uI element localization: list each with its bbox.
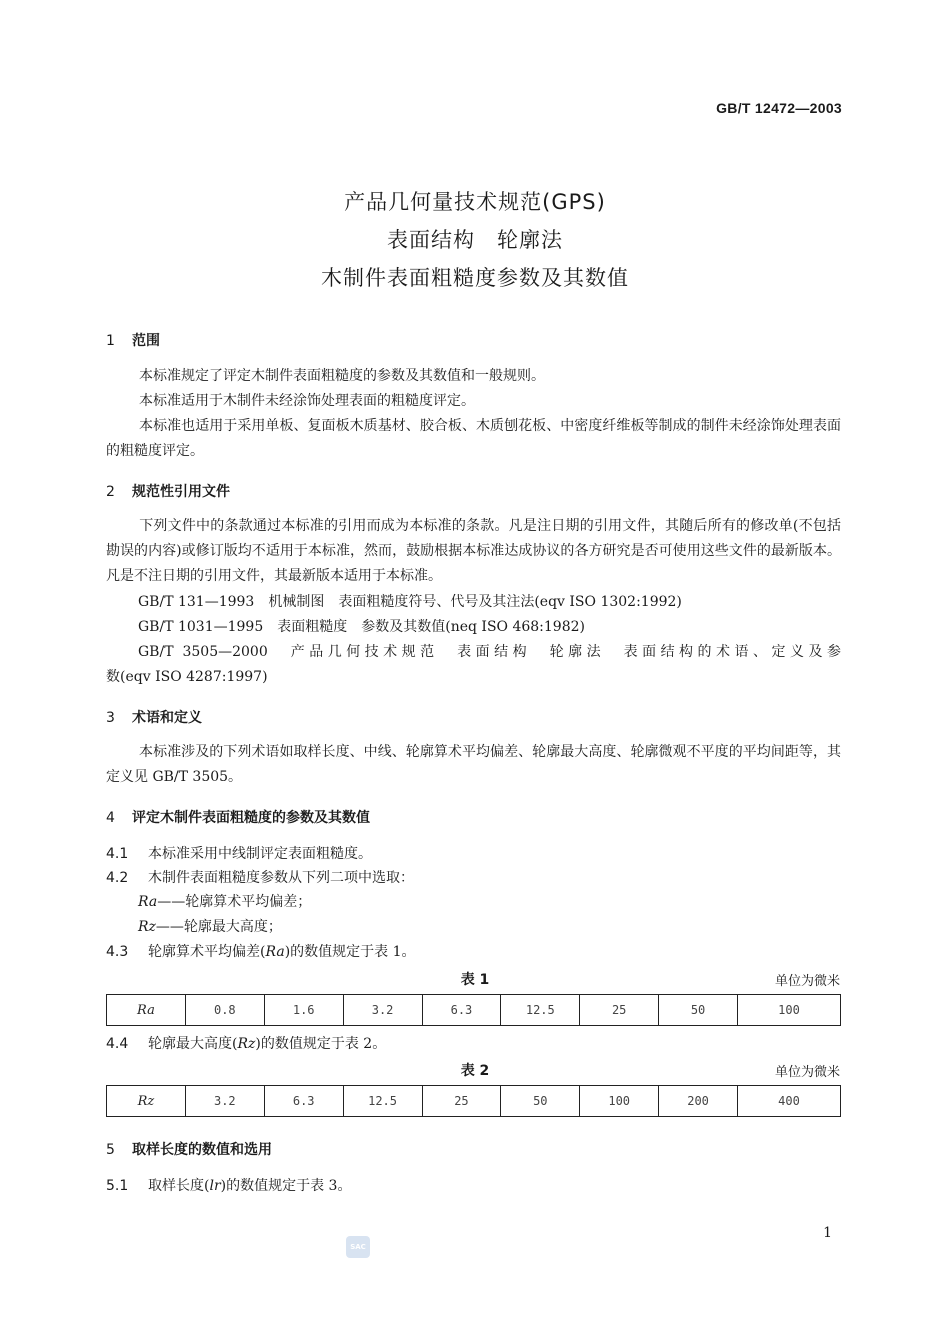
s3-paragraph-1: [106, 740, 841, 790]
clause-number: 4.2: [106, 870, 129, 886]
title-line-1: 产品几何量技术规范(GPS): [344, 190, 606, 214]
paragraph-text: 本标准规定了评定木制件表面粗糙度的参数及其数值和一般规则。: [139, 368, 545, 384]
table-row: [107, 1086, 841, 1117]
clause-5-1: [106, 1174, 351, 1198]
term-definition: ——轮廓算术平均偏差；: [157, 894, 312, 910]
section-2-heading: [106, 481, 230, 501]
table-cell: 50: [659, 995, 738, 1026]
reference-3-line-2: 数(eqv ISO 4287:1997): [106, 669, 268, 685]
table-cell: 1.6: [264, 995, 343, 1026]
table-2-unit: 单位为微米: [774, 1065, 840, 1080]
table-2: [106, 1085, 841, 1117]
clause-text: 轮廓最大高度(: [148, 1036, 238, 1052]
symbol-rz: Rz: [138, 919, 156, 935]
section-title: 范围: [132, 333, 160, 349]
table-cell: 200: [659, 1086, 738, 1117]
table-cell: 50: [501, 1086, 580, 1117]
clause-4-3: [106, 940, 416, 964]
table-label-cell: Ra: [107, 995, 186, 1026]
s2-paragraph-1: [106, 514, 841, 589]
table-label-cell: Rz: [107, 1086, 186, 1117]
table-cell: 6.3: [264, 1086, 343, 1117]
table-cell: 100: [580, 1086, 659, 1117]
section-1-heading: [106, 330, 160, 350]
reference-3-line-1: GB/T 3505—2000 产品几何技术规范 表面结构 轮廓法 表面结构的术语、定义及参: [138, 644, 841, 660]
document-title: [0, 183, 950, 297]
term-rz: [138, 915, 282, 939]
symbol-ra: Ra: [138, 894, 158, 910]
clause-text: )的数值规定于表 3。: [220, 1178, 352, 1194]
section-4-heading: [106, 807, 370, 827]
table-1-caption: 表 1: [460, 972, 490, 988]
reference-2: GB/T 1031—1995 表面粗糙度 参数及其数值(neq ISO 468:1982): [138, 619, 585, 635]
table-cell: 3.2: [343, 995, 422, 1026]
clause-number: 5.1: [106, 1178, 129, 1194]
table-1: [106, 994, 841, 1026]
section-number: 1: [106, 333, 115, 349]
clause-number: 4.4: [106, 1036, 129, 1052]
table-cell: 25: [422, 1086, 501, 1117]
table-2-caption: 表 2: [460, 1063, 490, 1079]
table-cell: 12.5: [501, 995, 580, 1026]
clause-text: )的数值规定于表 2。: [255, 1036, 387, 1052]
term-definition: ——轮廓最大高度；: [155, 919, 282, 935]
symbol-ra: Ra: [265, 944, 285, 960]
table-row: [107, 995, 841, 1026]
paragraph-text: 本标准也适用于采用单板、复面板木质基材、胶合板、木质刨花板、中密度纤维板等制成的制件未经涂饰处理表面的粗糙度评定。: [106, 418, 841, 459]
s1-paragraph-2: [106, 389, 841, 414]
table-1-unit: 单位为微米: [774, 974, 840, 989]
paragraph-text: 下列文件中的条款通过本标准的引用而成为本标准的条款。凡是注日期的引用文件，其随后所有的修改单(不包括勘误的内容)或修订版均不适用于本标准，然而，鼓励根据本标准达成协议的各方研究是否可使用这些文件的最新版本。凡是不注日期的引用文件，其最新版本适用于本标准。: [106, 518, 841, 584]
section-5-heading: [106, 1139, 272, 1159]
section-title: 术语和定义: [132, 710, 202, 726]
table-cell: 6.3: [422, 995, 501, 1026]
table-cell: 25: [580, 995, 659, 1026]
clause-text: 木制件表面粗糙度参数从下列二项中选取：: [148, 870, 414, 886]
symbol-rz: Rz: [237, 1036, 256, 1052]
s1-paragraph-3: [106, 414, 841, 464]
symbol-lr: lr: [209, 1178, 221, 1194]
table-cell: 400: [738, 1086, 841, 1117]
title-line-2: 表面结构 轮廓法: [387, 228, 563, 252]
section-title: 取样长度的数值和选用: [132, 1142, 272, 1158]
clause-4-2: [106, 866, 414, 890]
standard-number: GB/T 12472—2003: [716, 100, 842, 116]
clause-text: 轮廓算术平均偏差(: [148, 944, 266, 960]
section-number: 3: [106, 710, 115, 726]
section-3-heading: [106, 707, 202, 727]
clause-text: )的数值规定于表 1。: [284, 944, 416, 960]
table-cell: 100: [738, 995, 841, 1026]
section-title: 评定木制件表面粗糙度的参数及其数值: [132, 810, 370, 826]
clause-4-1: [106, 842, 372, 866]
table-cell: 12.5: [343, 1086, 422, 1117]
reference-1: GB/T 131—1993 机械制图 表面粗糙度符号、代号及其注法(eqv ISO 1302:1992): [138, 594, 682, 610]
sac-watermark-logo: SAC: [346, 1236, 370, 1258]
section-number: 2: [106, 484, 115, 500]
s1-paragraph-1: [106, 364, 841, 389]
section-title: 规范性引用文件: [132, 484, 230, 500]
section-number: 4: [106, 810, 115, 826]
table-cell: 3.2: [185, 1086, 264, 1117]
table-cell: 0.8: [185, 995, 264, 1026]
paragraph-text: 本标准适用于木制件未经涂饰处理表面的粗糙度评定。: [139, 393, 475, 409]
clause-text: 取样长度(: [148, 1178, 210, 1194]
section-number: 5: [106, 1142, 115, 1158]
clause-text: 本标准采用中线制评定表面粗糙度。: [148, 846, 372, 862]
term-ra: [138, 890, 311, 914]
clause-number: 4.1: [106, 846, 129, 862]
clause-number: 4.3: [106, 944, 129, 960]
page-number: 1: [823, 1225, 832, 1241]
title-line-3: 木制件表面粗糙度参数及其数值: [321, 266, 629, 290]
paragraph-text: 本标准涉及的下列术语如取样长度、中线、轮廓算术平均偏差、轮廓最大高度、轮廓微观不平度的平均间距等，其定义见 GB/T 3505。: [106, 744, 841, 785]
clause-4-4: [106, 1032, 386, 1056]
